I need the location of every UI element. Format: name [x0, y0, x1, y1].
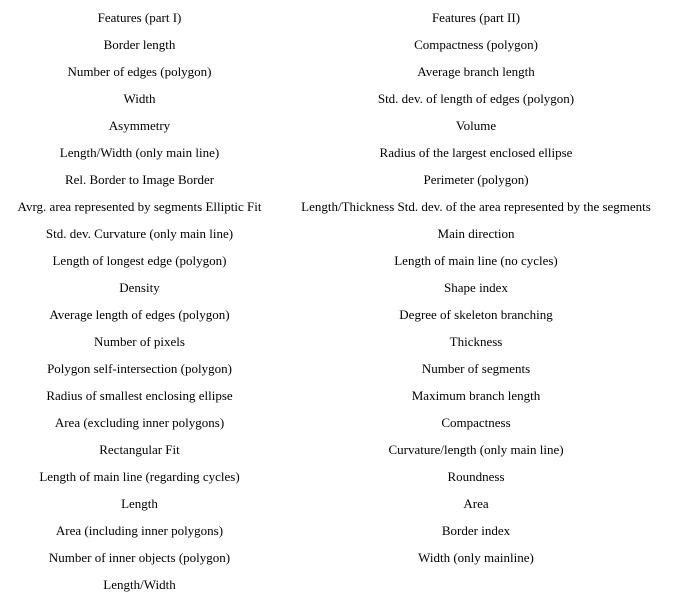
table-cell: Maximum branch length — [411, 388, 541, 403]
table-cell: Compactness — [441, 415, 511, 430]
table-row — [0, 139, 673, 166]
table-cell: Area — [463, 496, 489, 511]
table-cell: Main direction — [437, 226, 515, 241]
table-cell: Polygon self-intersection (polygon) — [47, 361, 232, 376]
table-cell: Compactness (polygon) — [414, 37, 538, 52]
table-cell: Length/Thickness Std. dev. of the area represented by the segments — [301, 199, 651, 214]
table-row — [0, 301, 673, 328]
table-cell: Roundness — [447, 469, 505, 484]
table-cell: Border index — [441, 523, 511, 538]
table-cell: Length of main line (no cycles) — [394, 253, 558, 268]
table-cell — [279, 571, 673, 598]
table-row — [0, 544, 673, 571]
table-row — [0, 436, 673, 463]
table-row — [0, 517, 673, 544]
table-cell: Length — [121, 496, 158, 511]
table-cell: Rectangular Fit — [99, 442, 180, 457]
table-cell: Area (excluding inner polygons) — [54, 415, 225, 430]
table-cell: Area (including inner polygons) — [55, 523, 224, 538]
table-row — [0, 409, 673, 436]
table-cell: Rel. Border to Image Border — [64, 172, 215, 187]
table-row — [0, 355, 673, 382]
table-cell: Average length of edges (polygon) — [49, 307, 230, 322]
table-cell: Std. dev. of length of edges (polygon) — [377, 91, 575, 106]
table-row — [0, 490, 673, 517]
header-features-part-1: Features (part I) — [97, 10, 182, 25]
table-row — [0, 166, 673, 193]
table-row — [0, 193, 673, 220]
table-row — [0, 112, 673, 139]
table-row — [0, 220, 673, 247]
table-cell: Asymmetry — [108, 118, 171, 133]
header-features-part-2: Features (part II) — [431, 10, 521, 25]
table-cell: Avrg. area represented by segments Elliptic Fit — [17, 199, 262, 214]
header-row — [0, 4, 673, 31]
table-row — [0, 247, 673, 274]
table-cell: Width — [123, 91, 156, 106]
table-row — [0, 85, 673, 112]
table-cell: Number of pixels — [94, 334, 185, 349]
table-row — [0, 382, 673, 409]
table-row — [0, 274, 673, 301]
table-row — [0, 463, 673, 490]
table-cell: Length/Width (only main line) — [59, 145, 220, 160]
table-cell: Thickness — [449, 334, 503, 349]
table-cell: Density — [119, 280, 160, 295]
table-cell: Length of longest edge (polygon) — [52, 253, 227, 268]
table-row — [0, 328, 673, 355]
features-table — [0, 4, 673, 598]
table-cell: Perimeter (polygon) — [423, 172, 529, 187]
table-cell: Std. dev. Curvature (only main line) — [45, 226, 234, 241]
table-cell: Curvature/length (only main line) — [388, 442, 564, 457]
table-row — [0, 571, 673, 598]
table-cell: Number of segments — [421, 361, 531, 376]
table-cell: Shape index — [444, 280, 508, 295]
table-cell: Number of inner objects (polygon) — [48, 550, 231, 565]
table-cell: Border length — [103, 37, 176, 52]
table-cell: Width (only mainline) — [418, 550, 534, 565]
table-cell: Radius of smallest enclosing ellipse — [46, 388, 233, 403]
table-row — [0, 58, 673, 85]
table-cell: Average branch length — [417, 64, 535, 79]
table-cell: Length of main line (regarding cycles) — [39, 469, 240, 484]
table-cell: Volume — [455, 118, 497, 133]
table-row — [0, 31, 673, 58]
table-cell: Length/Width — [103, 577, 176, 592]
table-cell: Radius of the largest enclosed ellipse — [379, 145, 573, 160]
table-cell: Number of edges (polygon) — [67, 64, 212, 79]
table-cell: Degree of skeleton branching — [399, 307, 553, 322]
